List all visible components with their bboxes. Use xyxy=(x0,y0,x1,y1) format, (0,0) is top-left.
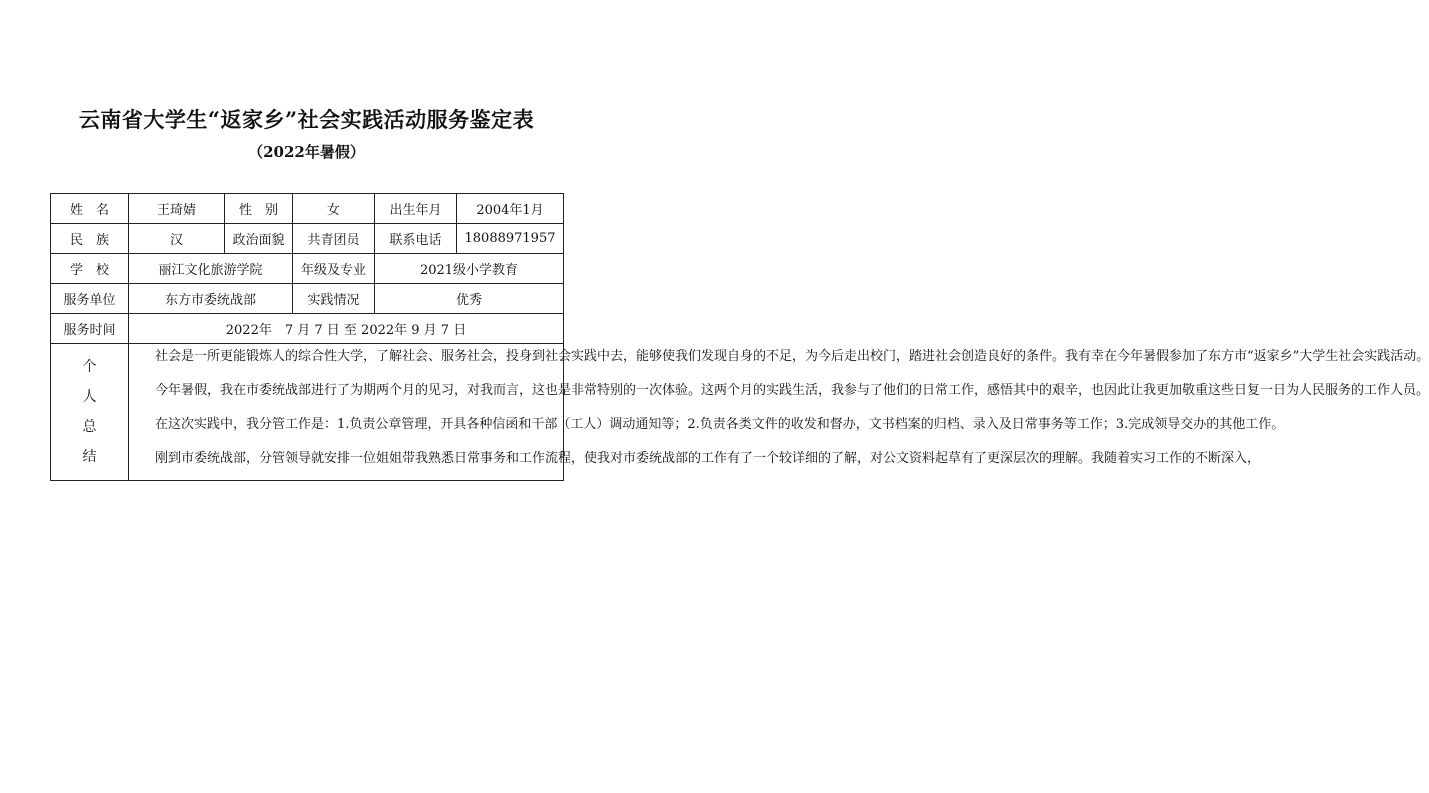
unit-value: 东方市委统战部 xyxy=(129,284,293,314)
document-title: 云南省大学生“返家乡”社会实践活动服务鉴定表 xyxy=(78,107,535,132)
document-subtitle: （2022年暑假） xyxy=(248,143,365,161)
summary-paragraph: 今年暑假，我在市委统战部进行了为期两个月的见习，对我而言，这也是非常特别的一次体验。这两个月的实践生活，我参与了他们的日常工作，感悟其中的艰辛，也因此让我更加敬重这些日复一日为人民服务的工作人员。 xyxy=(155,383,1429,398)
birth-label: 出生年月 xyxy=(375,194,457,224)
school-label: 学 校 xyxy=(51,254,129,284)
grade-label: 年级及专业 xyxy=(293,254,375,284)
summary-label-char: 总 xyxy=(82,419,97,435)
gender-value: 女 xyxy=(293,194,375,224)
ethnicity-value: 汉 xyxy=(129,224,225,254)
summary-label xyxy=(51,344,129,481)
phone-value: 18088971957 xyxy=(457,224,564,254)
name-value: 王琦婧 xyxy=(129,194,225,224)
row-ethnicity xyxy=(51,224,564,254)
summary-paragraph: 在这次实践中，我分管工作是：1.负责公章管理，开具各种信函和干部（工人）调动通知等；2.负责各类文件的收发和督办，文书档案的归档、录入及日常事务等工作；3.完成领导交办的其他工作。 xyxy=(155,417,1285,432)
row-name xyxy=(51,194,564,224)
summary-paragraph: 刚到市委统战部，分管领导就安排一位姐姐带我熟悉日常事务和工作流程，使我对市委统战部的工作有了一个较详细的了解，对公文资料起草有了更深层次的理解。我随着实习工作的不断深入， xyxy=(155,451,1261,466)
evaluation-form-table xyxy=(50,193,1429,481)
practice-label: 实践情况 xyxy=(293,284,375,314)
practice-value: 优秀 xyxy=(375,284,564,314)
summary-label-char: 个 xyxy=(82,359,97,375)
gender-label: 性 别 xyxy=(225,194,293,224)
political-value: 共青团员 xyxy=(293,224,375,254)
row-time xyxy=(51,314,564,344)
summary-label-char: 人 xyxy=(82,389,97,405)
row-unit xyxy=(51,284,564,314)
unit-label: 服务单位 xyxy=(51,284,129,314)
time-value: 2022年 7 月 7 日 至 2022年 9 月 7 日 xyxy=(129,314,564,344)
school-value: 丽江文化旅游学院 xyxy=(129,254,293,284)
grade-value: 2021级小学教育 xyxy=(375,254,564,284)
phone-label: 联系电话 xyxy=(375,224,457,254)
row-school xyxy=(51,254,564,284)
name-label: 姓 名 xyxy=(51,194,129,224)
birth-value: 2004年1月 xyxy=(457,194,564,224)
summary-label-char: 结 xyxy=(82,449,97,465)
summary-body xyxy=(129,344,1429,481)
row-summary xyxy=(51,344,564,481)
ethnicity-label: 民 族 xyxy=(51,224,129,254)
summary-paragraph: 社会是一所更能锻炼人的综合性大学，了解社会、服务社会，投身到社会实践中去，能够使我们发现自身的不足，为今后走出校门，踏进社会创造良好的条件。我有幸在今年暑假参加了东方市“返家乡”大学生社会实践活动。 xyxy=(155,349,1429,364)
political-label: 政治面貌 xyxy=(225,224,293,254)
time-label: 服务时间 xyxy=(51,314,129,344)
